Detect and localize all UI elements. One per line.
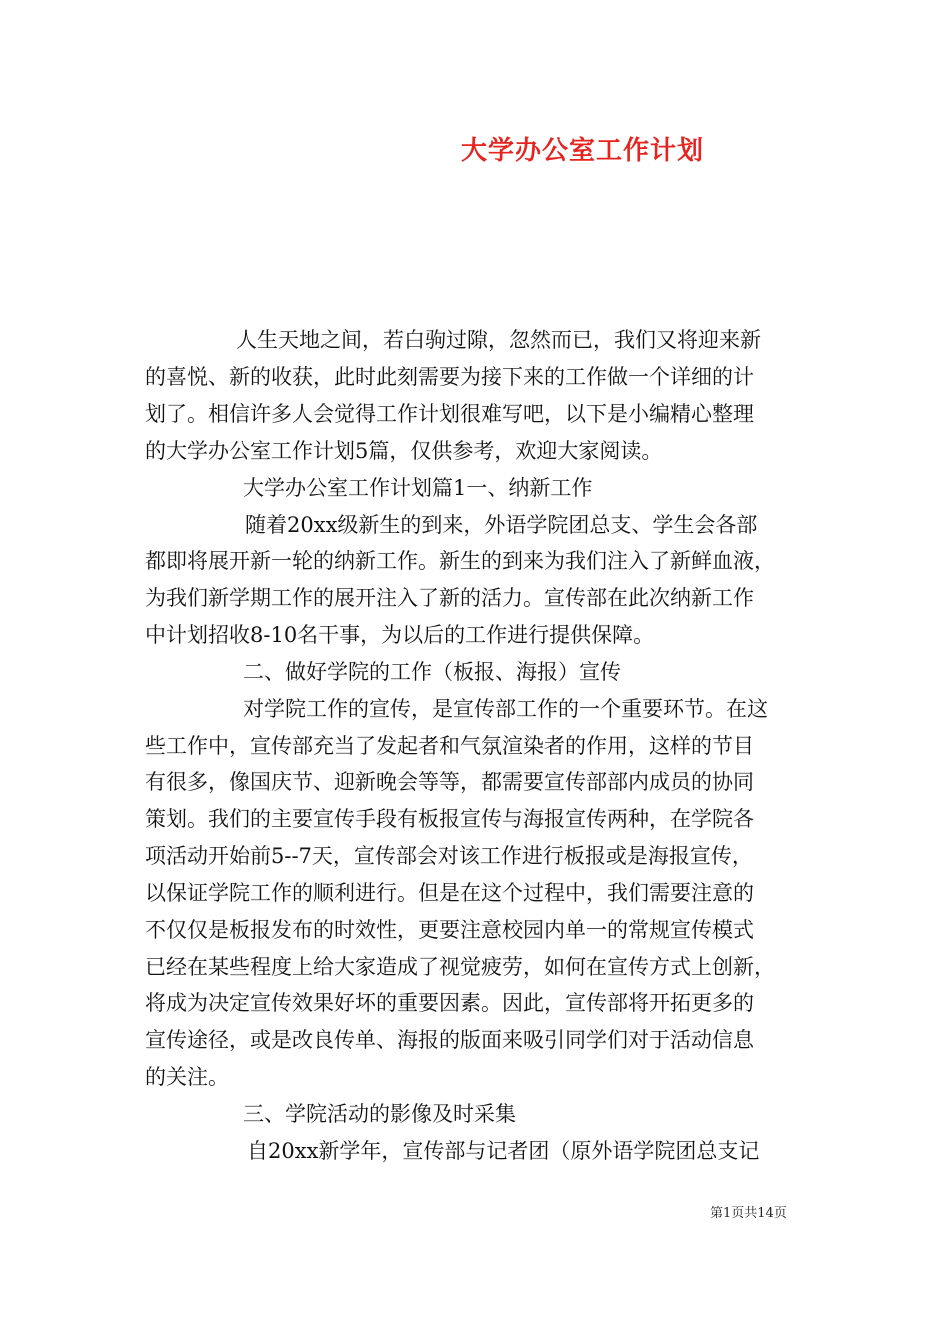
page-number-footer: 第1页共14页 bbox=[710, 1206, 787, 1221]
section-heading: 二、做好学院的工作（板报、海报）宣传 bbox=[243, 660, 621, 684]
text-line: 为我们新学期工作的展开注入了新的活力。宣传部在此次纳新工作 bbox=[145, 586, 754, 610]
text-line: 都即将展开新一轮的纳新工作。新生的到来为我们注入了新鲜血液， bbox=[145, 549, 775, 573]
text-line: 项活动开始前5--7天，宣传部会对该工作进行板报或是海报宣传， bbox=[145, 844, 753, 868]
section-heading: 大学办公室工作计划篇1一、纳新工作 bbox=[243, 476, 593, 500]
text-line: 的喜悦、新的收获，此时此刻需要为接下来的工作做一个详细的计 bbox=[145, 365, 754, 389]
text-line: 些工作中，宣传部充当了发起者和气氛渲染者的作用，这样的节目 bbox=[145, 734, 754, 758]
text-line: 策划。我们的主要宣传手段有板报宣传与海报宣传两种，在学院各 bbox=[145, 807, 754, 831]
text-line: 人生天地之间，若白驹过隙，忽然而已，我们又将迎来新 bbox=[236, 328, 761, 352]
text-line: 自20xx新学年，宣传部与记者团（原外语学院团总支记 bbox=[247, 1139, 760, 1163]
text-line: 的关注。 bbox=[145, 1065, 229, 1089]
text-line: 有很多，像国庆节、迎新晚会等等，都需要宣传部部内成员的协同 bbox=[145, 770, 754, 794]
text-line: 宣传途径，或是改良传单、海报的版面来吸引同学们对于活动信息 bbox=[145, 1028, 754, 1052]
text-line: 不仅仅是板报发布的时效性，更要注意校园内单一的常规宣传模式 bbox=[145, 918, 754, 942]
text-line: 随着20xx级新生的到来，外语学院团总支、学生会各部 bbox=[245, 513, 758, 537]
text-line: 已经在某些程度上给大家造成了视觉疲劳，如何在宣传方式上创新， bbox=[145, 955, 775, 979]
text-line: 以保证学院工作的顺利进行。但是在这个过程中，我们需要注意的 bbox=[145, 881, 754, 905]
document-title: 大学办公室工作计划 bbox=[460, 136, 704, 166]
text-line: 的大学办公室工作计划5篇，仅供参考，欢迎大家阅读。 bbox=[145, 439, 663, 463]
text-line: 对学院工作的宣传，是宣传部工作的一个重要环节。在这 bbox=[243, 697, 768, 721]
text-line: 中计划招收8-10名干事，为以后的工作进行提供保障。 bbox=[145, 623, 655, 647]
section-heading: 三、学院活动的影像及时采集 bbox=[243, 1102, 516, 1126]
text-line: 划了。相信许多人会觉得工作计划很难写吧，以下是小编精心整理 bbox=[145, 402, 754, 426]
text-line: 将成为决定宣传效果好坏的重要因素。因此，宣传部将开拓更多的 bbox=[145, 991, 754, 1015]
